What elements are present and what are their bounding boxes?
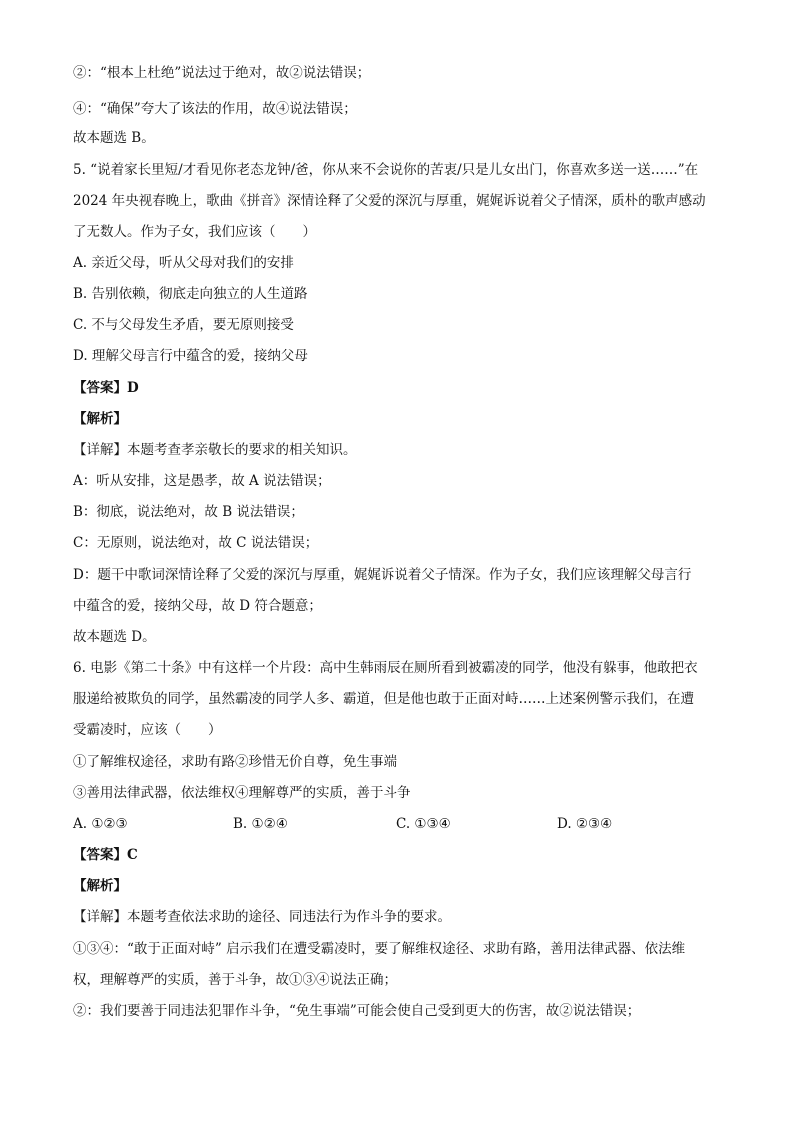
text-line: 故本题选 B。 [73,130,155,146]
question-5-stem: 5. “说着家长里短/才看见你老态龙钟/爸，你从来不会说你的苦衷/只是儿女出门，你喜欢多送一送……”在 [73,162,699,178]
text-line: C：无原则，说法绝对，故 C 说法错误； [73,535,319,551]
text-line: B：彻底，说法绝对，故 B 说法错误； [73,504,304,520]
question-6-statements: ①了解维权途径，求助有路②珍惜无价自尊，免生事端 [73,754,397,770]
question-5-option-b: B. 告别依赖，彻底走向独立的人生道路 [73,286,308,302]
text-line: 中蕴含的爱，接纳父母，故 D 符合题意； [73,598,322,614]
question-5-stem: 了无数人。作为子女，我们应该（ ） [73,224,316,240]
question-6-stem: 6. 电影《第二十条》中有这样一个片段：高中生韩雨辰在厕所看到被霸凌的同学，他没有躲事，他敢把衣 [73,660,698,676]
text-line: ①③④：“敢于正面对峙” 启示我们在遭受霸凌时，要了解维权途径、求助有路，善用法律武器、依法维 [73,941,686,957]
question-5-option-d: D. 理解父母言行中蕴含的爱，接纳父母 [73,348,308,364]
question-6-option-c: C. ①③④ [396,816,451,832]
question-5-option-c: C. 不与父母发生矛盾，要无原则接受 [73,317,294,333]
question-6-stem: 受霸凌时，应该（ ） [73,722,222,738]
question-6-option-a: A. ①②③ [73,816,128,832]
answer-label: 【答案】C [73,847,138,863]
detail-text: 【详解】本题考查依法求助的途径、同违法行为作斗争的要求。 [73,909,451,925]
answer-label: 【答案】D [73,380,139,396]
text-line: 故本题选 D。 [73,629,156,645]
question-6-option-b: B. ①②④ [233,816,288,832]
detail-text: 【详解】本题考查孝亲敬长的要求的相关知识。 [73,442,357,458]
text-line: 权，理解尊严的实质，善于斗争，故①③④说法正确； [73,972,397,988]
question-5-stem: 2024 年央视春晚上，歌曲《拼音》深情诠释了父爱的深沉与厚重，娓娓诉说着父子情深，质朴的歌声感动 [73,193,706,209]
question-6-statements: ③善用法律武器，依法维权④理解尊严的实质，善于斗争 [73,785,411,801]
text-line: ④：“确保”夸大了该法的作用，故④说法错误； [73,101,357,117]
text-line: D：题干中歌词深情诠释了父爱的深沉与厚重，娓娓诉说着父子情深。作为子女，我们应该理解父母言行 [73,567,692,583]
text-line: ②：我们要善于同违法犯罪作斗争，“免生事端”可能会使自己受到更大的伤害，故②说法错误； [73,1003,641,1019]
text-line: A：听从安排，这是愚孝，故 A 说法错误； [73,473,331,489]
question-6-stem: 服递给被欺负的同学，虽然霸凌的同学人多、霸道，但是他也敢于正面对峙……上述案例警示我们，在遭 [73,691,694,707]
question-6-option-d: D. ②③④ [557,816,613,832]
text-line: ②：“根本上杜绝”说法过于绝对，故②说法错误； [73,65,371,81]
analysis-label: 【解析】 [73,411,127,427]
question-5-option-a: A. 亲近父母，听从父母对我们的安排 [73,255,294,271]
analysis-label: 【解析】 [73,878,127,894]
